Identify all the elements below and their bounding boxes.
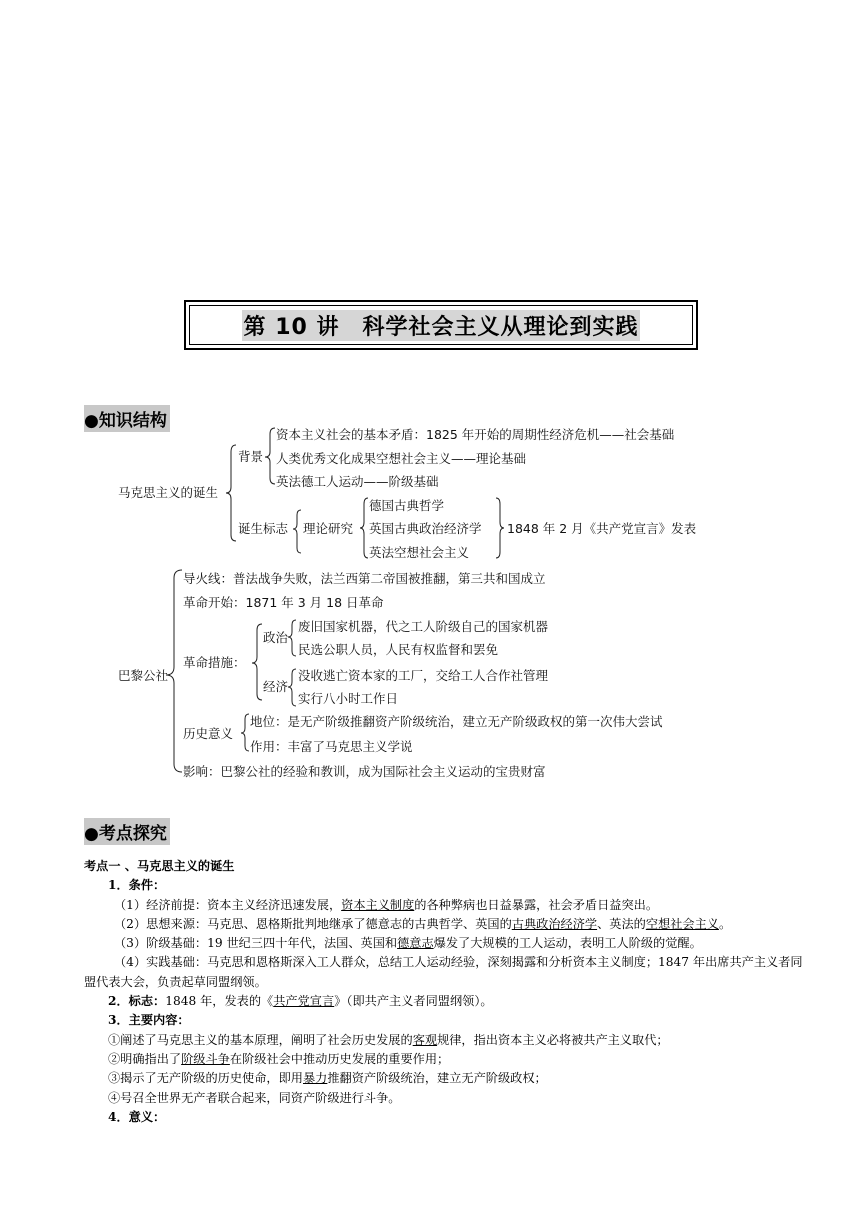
condition-3-post: 爆发了大规模的工人运动，表明工人阶级的觉醒。 <box>433 936 702 951</box>
condition-1-pre: （1）经济前提：资本主义经济迅速发展， <box>114 897 342 912</box>
diagram-bg-label: 背景 <box>238 449 264 464</box>
diagram-theory-label: 理论研究 <box>303 521 354 536</box>
condition-1-underlined: 资本主义制度 <box>341 897 415 912</box>
diagram-theory-item-1: 德国古典哲学 <box>369 498 445 513</box>
diagram-history-label: 历史意义 <box>183 726 234 741</box>
content-item-1 <box>84 1031 804 1050</box>
exam-point-1-content <box>84 857 804 1127</box>
exam-point-1-title: 考点一 、马克思主义的诞生 <box>84 859 235 873</box>
brace-measures <box>252 624 262 700</box>
diagram-paris-fuse: 导火线：普法战争失败，法兰西第二帝国被推翻，第三共和国成立 <box>183 571 546 586</box>
content-item-4: ④号召全世界无产者联合起来，同资产阶级进行斗争。 <box>108 1090 401 1105</box>
heading-meaning: 4．意义： <box>108 1109 166 1124</box>
section-heading-exam-points: ●考点探究 <box>84 818 170 845</box>
diagram-marx-root: 马克思主义的诞生 <box>118 485 219 500</box>
diagram-economy-label: 经济 <box>263 679 289 694</box>
content-item-2 <box>84 1050 804 1069</box>
condition-2-underlined-2: 空想社会主义 <box>645 916 719 931</box>
condition-1-post: 的各种弊病也日益暴露，社会矛盾日益突出。 <box>414 897 659 912</box>
content-item-3-post: 推翻资产阶级统治，建立无产阶级政权； <box>327 1071 547 1086</box>
condition-2 <box>84 915 804 934</box>
content-item-2-pre: ②明确指出了 <box>108 1051 182 1066</box>
condition-2-mid: 、英法的 <box>597 916 646 931</box>
brace-economy <box>288 669 296 706</box>
brace-history <box>241 714 249 751</box>
heading-main-content: 3．主要内容： <box>108 1013 190 1028</box>
diagram-economy-item-1: 没收逃亡资本家的工厂，交给工人合作社管理 <box>298 668 549 683</box>
diagram-history-item-1: 地位：是无产阶级推翻资产阶级统治，建立无产阶级政权的第一次伟大尝试 <box>250 714 663 729</box>
diagram-paris-start: 革命开始：1871 年 3 月 18 日革命 <box>183 595 384 610</box>
brace-theory <box>360 498 368 558</box>
section-heading-knowledge-structure: ●知识结构 <box>84 405 170 432</box>
brace-background <box>265 428 275 484</box>
heading-sign: 2．标志： <box>108 994 166 1009</box>
condition-3-pre: （3）阶级基础：19 世纪三四十年代，法国、英国和 <box>114 936 398 951</box>
condition-4: （4）实践基础：马克思和恩格斯深入工人群众，总结工人运动经验，深刻揭露和分析资本主义制度；1847 年出席共产主义者同盟代表大会，负责起草同盟纲领。 <box>84 955 803 989</box>
diagram-measures-label: 革命措施： <box>183 655 246 670</box>
condition-3-underlined: 德意志 <box>397 936 434 951</box>
diagram-paris-root: 巴黎公社 <box>118 668 169 683</box>
diagram-bg-item-2: 人类优秀文化成果空想社会主义——理论基础 <box>276 451 527 466</box>
diagram-paris-influence: 影响：巴黎公社的经验和教训，成为国际社会主义运动的宝贵财富 <box>183 764 546 779</box>
diagram-bg-item-1: 资本主义社会的基本矛盾：1825 年开始的周期性经济危机——社会基础 <box>276 427 675 442</box>
content-item-3-underlined: 暴力 <box>303 1071 328 1086</box>
content-item-1-underlined: 客观 <box>412 1032 438 1047</box>
content-item-1-pre: ①阐述了马克思主义的基本原理，阐明了社会历史发展的 <box>108 1032 413 1047</box>
content-item-1-post: 规律，指出资本主义必将被共产主义取代； <box>437 1032 669 1047</box>
diagram-manifesto: 1848 年 2 月《共产党宣言》发表 <box>507 521 697 536</box>
diagram-politics-item-2: 民选公职人员，人民有权监督和罢免 <box>298 642 499 657</box>
lecture-title: 第 10 讲 科学社会主义从理论到实践 <box>242 310 641 341</box>
diagram-history-item-2: 作用：丰富了马克思主义学说 <box>250 739 413 754</box>
diagram-politics-item-1: 废旧国家机器，代之工人阶级自己的国家机器 <box>298 619 549 634</box>
heading-conditions: 1．条件： <box>108 878 166 893</box>
sign-underlined: 共产党宣言 <box>273 994 335 1009</box>
condition-2-pre: （2）思想来源：马克思、恩格斯批判地继承了德意志的古典哲学、英国的 <box>114 916 512 931</box>
sign-line <box>84 992 804 1011</box>
content-item-3-pre: ③揭示了无产阶级的历史使命，即用 <box>108 1071 303 1086</box>
content-item-3 <box>84 1069 804 1088</box>
diagram-theory-item-2: 英国古典政治经济学 <box>369 521 482 536</box>
condition-2-post: 。 <box>718 916 732 931</box>
condition-1 <box>84 896 804 915</box>
brace-theory-right <box>496 498 504 558</box>
brace-marx-root <box>226 445 236 541</box>
diagram-birth-label: 诞生标志 <box>238 521 289 536</box>
sign-pre: 1848 年，发表的《 <box>165 994 274 1009</box>
diagram-theory-item-3: 英法空想社会主义 <box>369 545 470 560</box>
condition-3 <box>84 934 804 953</box>
condition-2-underlined-1: 古典政治经济学 <box>511 916 598 931</box>
brace-birth-sign <box>293 510 301 553</box>
brace-paris-root <box>166 570 182 772</box>
diagram-economy-item-2: 实行八小时工作日 <box>298 691 399 706</box>
sign-post: 》（即共产主义者同盟纲领）。 <box>334 994 493 1009</box>
content-item-2-post: 在阶级社会中推动历史发展的重要作用； <box>229 1051 450 1066</box>
diagram-bg-item-3: 英法德工人运动——阶级基础 <box>276 474 439 489</box>
brace-politics <box>288 620 296 656</box>
content-item-2-underlined: 阶级斗争 <box>181 1051 230 1066</box>
diagram-politics-label: 政治 <box>263 630 289 645</box>
